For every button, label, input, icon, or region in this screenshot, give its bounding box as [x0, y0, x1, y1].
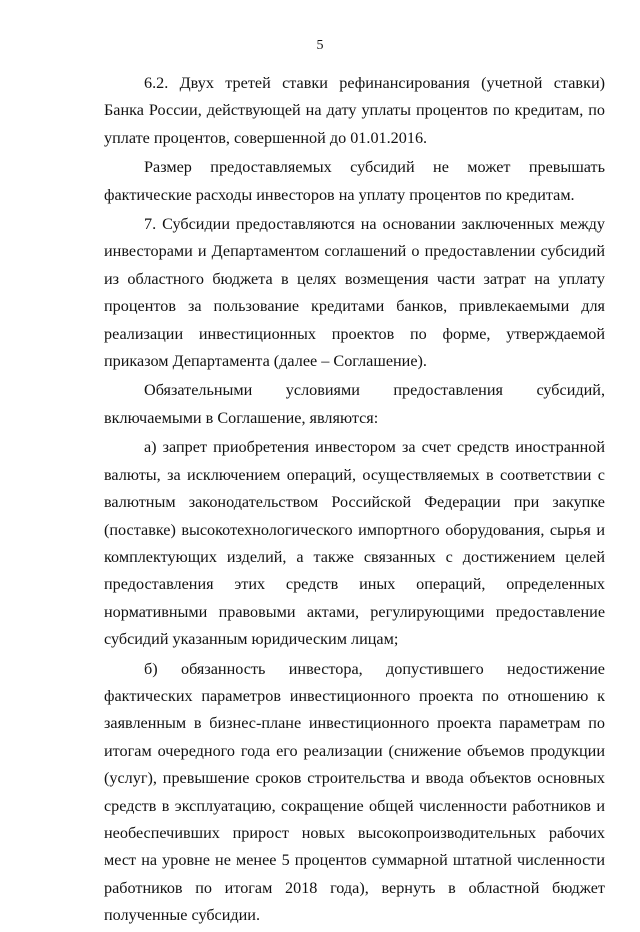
paragraph-7: 7. Субсидии предоставляются на основании заключенных между инвесторами и Департаментом соглашений о предоставлении субсидий из областного бюджета в целях возмещения части затрат на уплату процентов за пользование кредитами банков, привлекаемыми для реализации инвестиционных проектов по форме, утверждаемой приказом Департамента (далее – Соглашение). — [104, 215, 605, 371]
paragraph-subsidy-limit: Размер предоставляемых субсидий не может превышать фактические расходы инвесторов на уплату процентов по кредитам. — [104, 158, 605, 204]
page-number: 5 — [316, 38, 324, 53]
paragraph-condition-a: а) запрет приобретения инвестором за счет средств иностранной валюты, за исключением операций, осуществляемых в соответствии с валютным законодательством Российской Федерации при закупке (поставке) высокотехнологического импортного оборудования, сырья и комплектующих изделий, а также связанных с достижением целей предоставления этих средств иных операций, определенных нормативными правовыми актами, регулирующими предоставление субсидий указанным юридическим лицам; — [104, 438, 605, 649]
paragraph-conditions-intro: Обязательными условиями предоставления субсидий, включаемыми в Соглашение, являются: — [104, 381, 605, 427]
paragraph-6-2: 6.2. Двух третей ставки рефинансирования (учетной ставки) Банка России, действующей на дату уплаты процентов по кредитам, по уплате процентов, совершенной до 01.01.2016. — [104, 74, 605, 147]
paragraph-condition-b: б) обязанность инвестора, допустившего недостижение фактических параметров инвестиционного проекта по отношению к заявленным в бизнес-плане инвестиционного проекта параметрам по итогам очередного года его реализации (снижение объемов продукции (услуг), превышение сроков строительства и ввода объектов основных средств в эксплуатацию, сокращение общей численности работников и необеспечивших прирост новых высокопроизводительных рабочих мест на уровне не менее 5 процентов суммарной штатной численности работников по итогам 2018 года), вернуть в областной бюджет полученные субсидии. — [104, 659, 605, 925]
document-body — [104, 70, 605, 932]
